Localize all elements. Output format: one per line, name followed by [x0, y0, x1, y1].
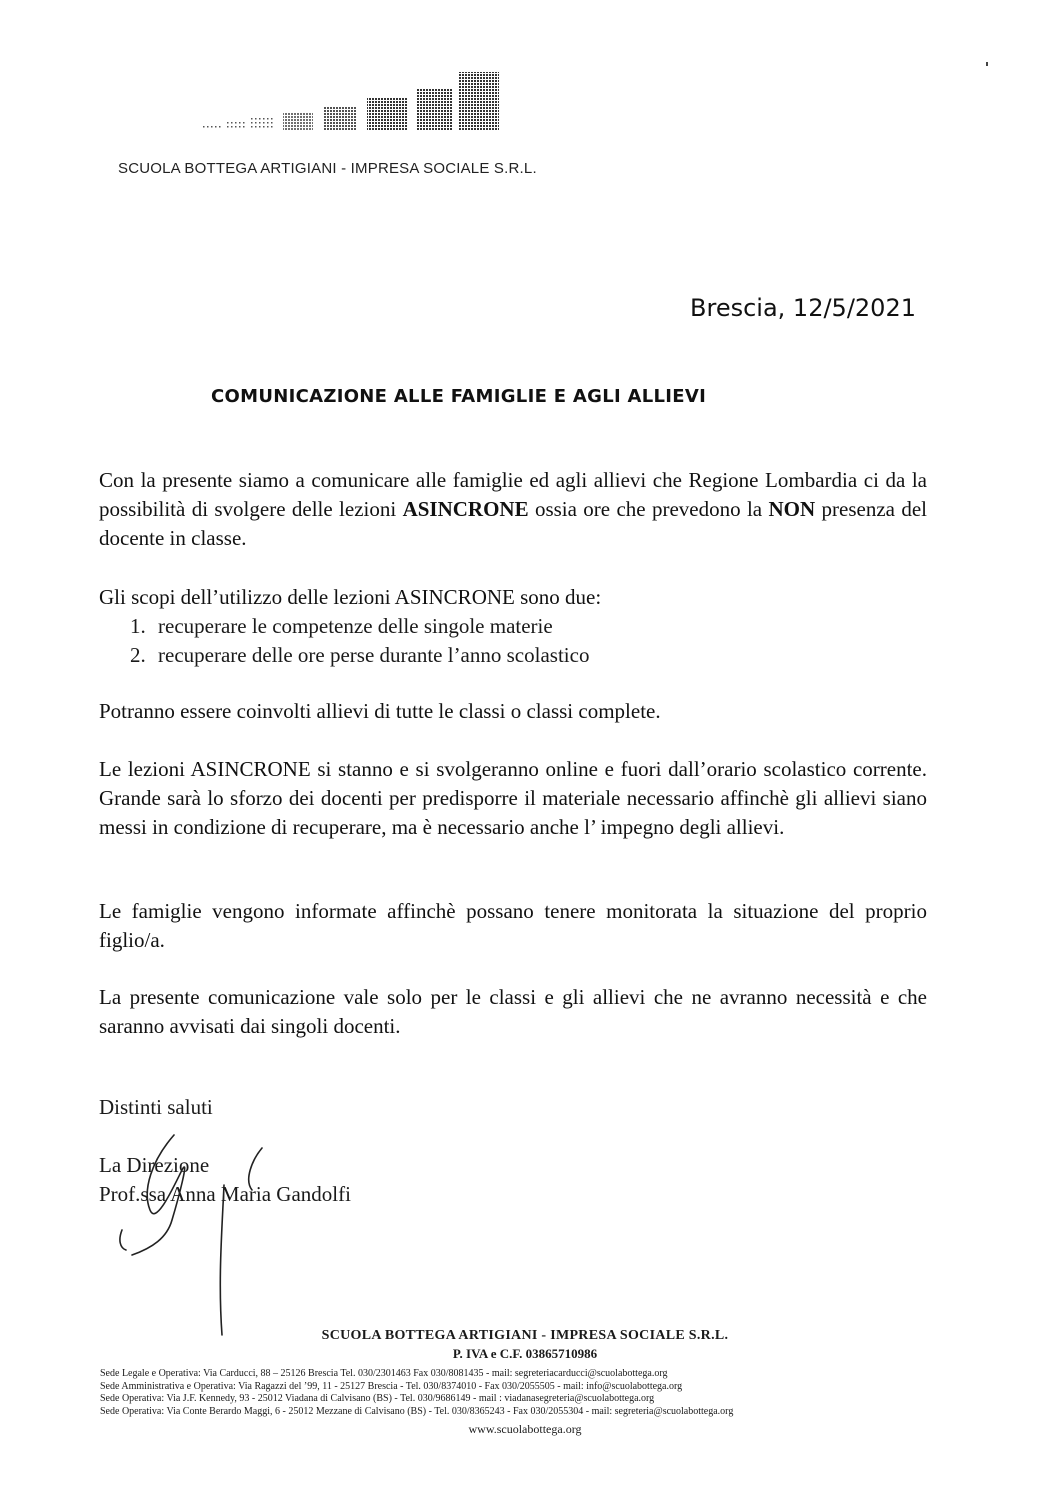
footer-addresses [90, 1368, 960, 1418]
paragraph-families-informed: Le famiglie vengono informate affinchè possano tenere monitorata la situazione del proprio figlio/a. [99, 899, 927, 952]
paragraph-intro [99, 466, 927, 553]
list-item-number: 2. [130, 643, 146, 667]
paragraph-intro-bold-asincrone: ASINCRONE [402, 497, 529, 521]
handwritten-signature [112, 1130, 272, 1340]
paragraph-purposes: Gli scopi dell’utilizzo delle lezioni ASINCRONE sono due: [99, 585, 602, 609]
closing-greeting: Distinti saluti [99, 1095, 213, 1119]
list-item-text: recuperare le competenze delle singole materie [158, 614, 553, 638]
page-footer [90, 1328, 960, 1437]
footer-company-name: SCUOLA BOTTEGA ARTIGIANI - IMPRESA SOCIALE S.R.L. [321, 1328, 729, 1343]
paragraph-intro-bold-non: NON [768, 497, 816, 521]
list-item [130, 641, 589, 670]
paragraph-validity: La presente comunicazione vale solo per le classi e gli allievi che ne avranno necessità e che saranno avvisati dai singoli docenti. [99, 985, 927, 1038]
footer-address-line: Sede Operativa: Via J.F. Kennedy, 93 - 25012 Viadana di Calvisano (BS) - Tel. 030/9686149 - mail : viadanasegreteria@scuolabottega.org [100, 1393, 655, 1404]
paragraph-intro-text-3: presenza del docente in classe. [99, 497, 927, 550]
list-item [130, 612, 589, 641]
footer-address-line: Sede Legale e Operativa: Via Carducci, 88 – 25126 Brescia Tel. 030/2301463 Fax 030/8081435 - mail: segreteriacarducci@scuolabottega.org [100, 1368, 668, 1379]
purposes-list [130, 612, 589, 670]
document-title: COMUNICAZIONE ALLE FAMIGLIE E AGLI ALLIEVI [211, 386, 707, 407]
scan-mark [986, 62, 988, 66]
footer-address-line: Sede Amministrativa e Operativa: Via Ragazzi del ’99, 11 - 25127 Brescia - Tel. 030/8374010 - Fax 030/2055505 - mail: info@scuolabottega.org [100, 1380, 683, 1392]
footer-address-line: Sede Operativa: Via Conte Berardo Maggi, 6 - 25012 Mezzane di Calvisano (BS) - Tel. 030/8365243 - Fax 030/2055304 - mail: segreteria@scuolabottega.org [100, 1405, 734, 1417]
school-name-header: SCUOLA BOTTEGA ARTIGIANI - IMPRESA SOCIALE S.R.L. [118, 160, 537, 177]
list-item-text: recuperare delle ore perse durante l’anno scolastico [158, 643, 590, 667]
paragraph-intro-text-2: ossia ore che prevedono la [528, 497, 769, 521]
paragraph-involved-students: Potranno essere coinvolti allievi di tutte le classi o classi complete. [99, 699, 661, 723]
place-and-date: Brescia, 12/5/2021 [690, 294, 916, 322]
list-item-number: 1. [130, 614, 146, 638]
paragraph-intro-text-1: Con la presente siamo a comunicare alle famiglie ed agli allievi che Regione Lombardia ci da la possibilità di svolgere delle lezioni [99, 468, 927, 521]
footer-vat-number: P. IVA e C.F. 03865710986 [452, 1346, 598, 1361]
signatory-name: Prof.ssa Anna Maria Gandolfi [99, 1182, 351, 1206]
school-logo [195, 62, 505, 142]
footer-website: www.scuolabottega.org [468, 1422, 582, 1436]
signatory-role: La Direzione [99, 1153, 210, 1177]
paragraph-online-lessons: Le lezioni ASINCRONE si stanno e si svolgeranno online e fuori dall’orario scolastico corrente. Grande sarà lo sforzo dei docenti per predisporre il materiale necessario affinchè gli allievi siano messi in condizione di recuperare, ma è necessario anche l’ impegno degli allievi. [99, 757, 927, 839]
